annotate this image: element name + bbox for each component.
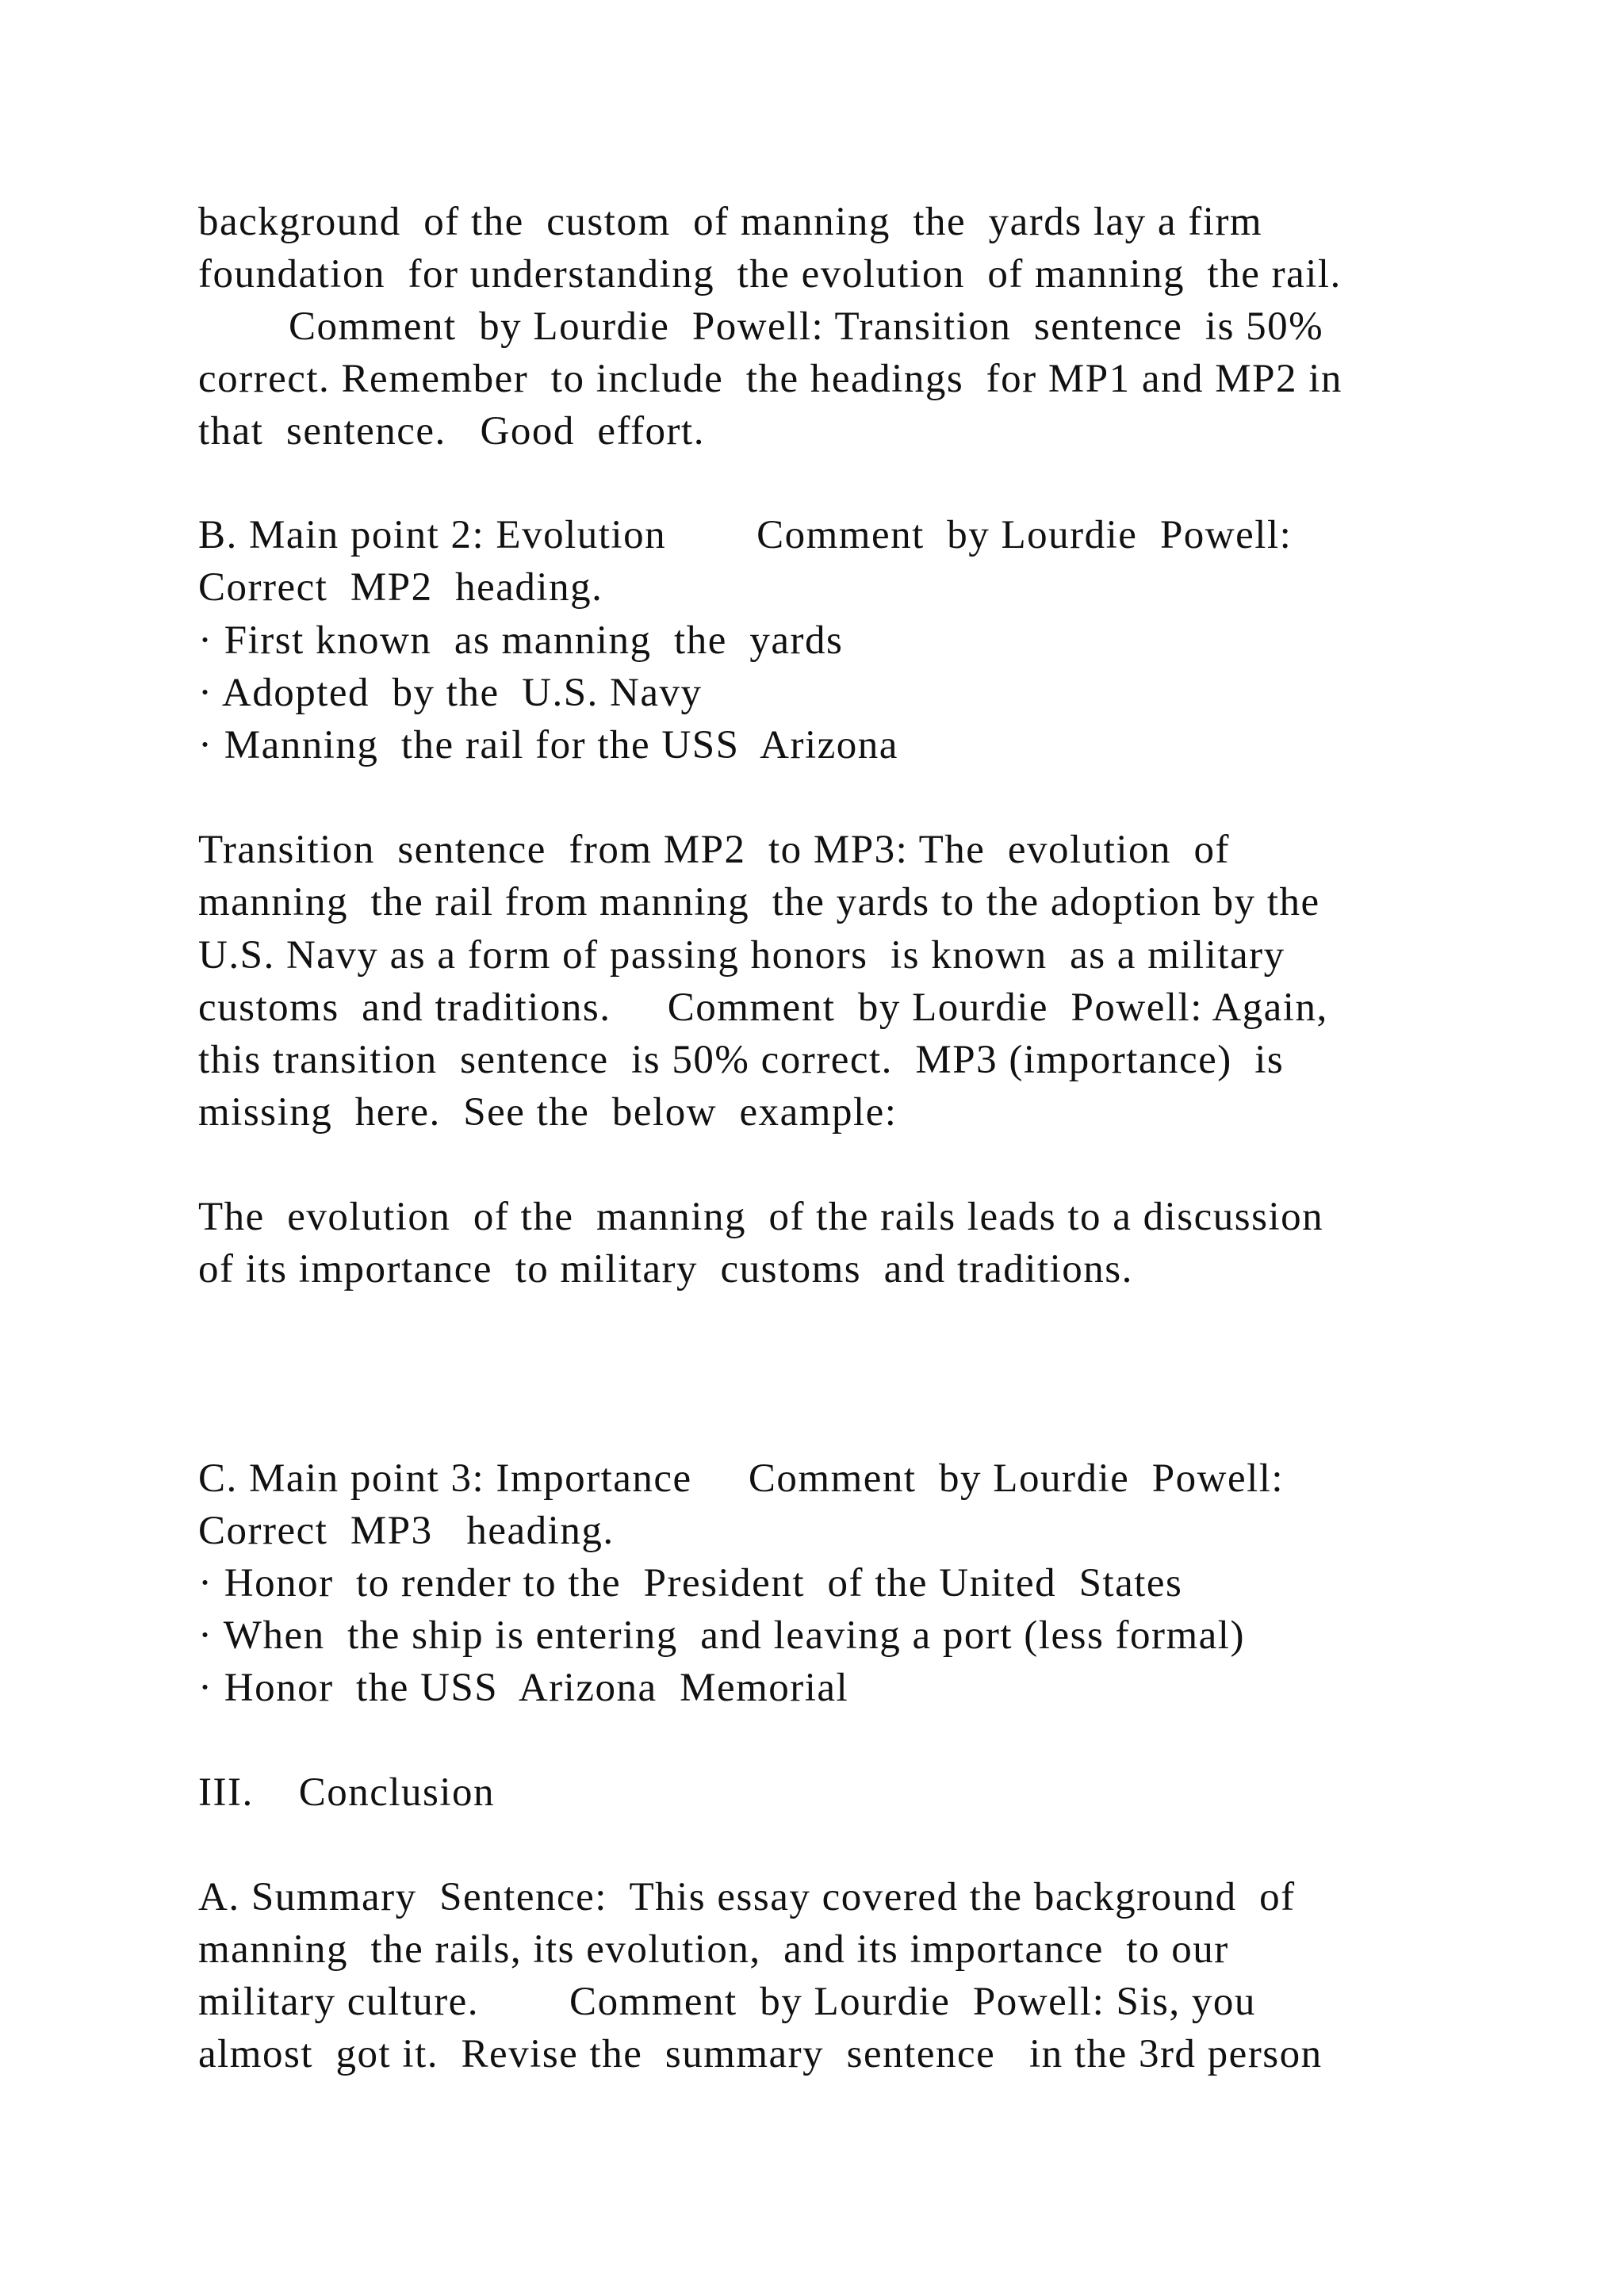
main-point-3-heading: C. Main point 3: Importance Comment by Lourdie Powell: — [198, 1456, 1285, 1501]
bullet-item: · Manning the rail for the USS Arizona — [198, 723, 898, 767]
text-line: almost got it. Revise the summary sentence in the 3rd person — [198, 2032, 1323, 2076]
text-line: Correct MP3 heading. — [198, 1509, 615, 1553]
text-line: that sentence. Good effort. — [198, 409, 705, 453]
text-line: missing here. See the below example: — [198, 1090, 898, 1135]
bullet-item: · Adopted by the U.S. Navy — [198, 671, 703, 715]
text-line: military culture. Comment by Lourdie Powell: Sis, you — [198, 1980, 1256, 2024]
bullet-item: · When the ship is entering and leaving a port (less formal) — [198, 1613, 1245, 1658]
text-line: this transition sentence is 50% correct. MP3 (importance) is — [198, 1038, 1285, 1082]
text-line: Correct MP2 heading. — [198, 565, 603, 610]
bullet-item: · Honor to render to the President of the United States — [198, 1561, 1183, 1605]
summary-line: A. Summary Sentence: This essay covered the background of — [198, 1875, 1296, 1919]
text-line: foundation for understanding the evolution of manning the rail. — [198, 252, 1342, 297]
conclusion-heading: III. Conclusion — [198, 1770, 496, 1815]
example-line: of its importance to military customs and traditions. — [198, 1247, 1133, 1292]
bullet-item: · Honor the USS Arizona Memorial — [198, 1666, 849, 1710]
text-line: manning the rail from manning the yards to the adoption by the — [198, 880, 1320, 924]
text-line: customs and traditions. Comment by Lourdie Powell: Again, — [198, 985, 1328, 1030]
transition-line: Transition sentence from MP2 to MP3: The evolution of — [198, 828, 1231, 872]
main-point-2-heading: B. Main point 2: Evolution Comment by Lourdie Powell: — [198, 513, 1293, 557]
text-line: manning the rails, its evolution, and its importance to our — [198, 1927, 1229, 1972]
example-line: The evolution of the manning of the rails leads to a discussion — [198, 1195, 1324, 1239]
text-line: U.S. Navy as a form of passing honors is known as a military — [198, 933, 1285, 978]
text-line: background of the custom of manning the yards lay a firm — [198, 200, 1263, 244]
text-line: correct. Remember to include the headings for MP1 and MP2 in — [198, 357, 1342, 401]
comment-line: Comment by Lourdie Powell: Transition sentence is 50% — [198, 304, 1324, 349]
bullet-item: · First known as manning the yards — [198, 618, 844, 663]
